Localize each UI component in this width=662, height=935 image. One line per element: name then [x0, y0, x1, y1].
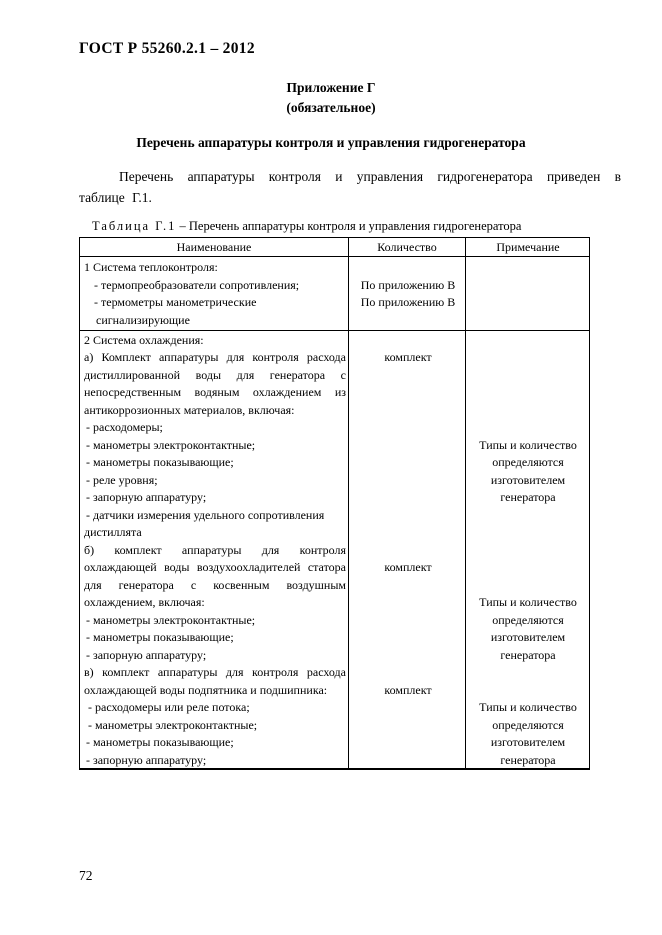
- list-item: - запорную аппаратуру;: [86, 490, 207, 504]
- quantity-cell: По приложению В: [360, 278, 456, 292]
- list-item: - реле уровня;: [86, 473, 158, 487]
- appendix-status: (обязательное): [286, 100, 376, 115]
- column-header-note: Примечание: [496, 240, 560, 254]
- list-item: - манометры электроконтактные;: [86, 613, 256, 627]
- note-cell: изготовителем: [490, 630, 566, 644]
- note-cell: генератора: [500, 648, 556, 662]
- intro-paragraph: Перечень аппаратуры контроля и управления гидрогенератора приведен в таблице Г.1.: [79, 169, 621, 205]
- text-line: охлаждающей воды воздухоохладителей статора: [84, 560, 346, 574]
- row-divider: [80, 330, 589, 331]
- note-cell: изготовителем: [490, 473, 566, 487]
- list-item: - запорную аппаратуру;: [86, 648, 207, 662]
- text-line: дистиллированной воды для генератора с: [84, 368, 346, 382]
- equipment-table: [79, 237, 590, 770]
- column-divider: [465, 238, 466, 768]
- row-heading: 2 Система охлаждения:: [84, 333, 204, 347]
- text-line: в) комплект аппаратуры для контроля расхода: [84, 665, 346, 679]
- text-line: непосредственным водяным охлаждением из: [84, 385, 346, 399]
- header-divider: [80, 256, 589, 257]
- list-item: - расходомеры или реле потока;: [88, 700, 250, 714]
- text-line: а) Комплект аппаратуры для контроля расхода: [84, 350, 346, 364]
- list-item: - манометры электроконтактные;: [88, 718, 258, 732]
- table-caption-text: – Перечень аппаратуры контроля и управления гидрогенератора: [176, 219, 522, 233]
- text-line: б) комплект аппаратуры для контроля: [84, 543, 346, 557]
- note-cell: генератора: [500, 753, 556, 767]
- list-item: - расходомеры;: [86, 420, 163, 434]
- quantity-cell: По приложению В: [360, 295, 456, 309]
- table-caption: [92, 219, 521, 234]
- text-line: охлаждающей воды подпятника и подшипника:: [84, 683, 328, 697]
- note-cell: определяются: [492, 455, 564, 469]
- list-item: - запорную аппаратуру;: [86, 753, 207, 767]
- table-caption-label: Таблица Г.1: [92, 219, 177, 233]
- note-cell: определяются: [492, 718, 564, 732]
- quantity-cell: комплект: [384, 683, 432, 697]
- note-cell: изготовителем: [490, 735, 566, 749]
- note-cell: Типы и количество: [479, 700, 577, 714]
- list-item-continued: сигнализирующие: [96, 313, 190, 327]
- text-line: дистиллята: [84, 525, 142, 539]
- list-item: - манометры показывающие;: [86, 735, 234, 749]
- note-cell: Типы и количество: [479, 595, 577, 609]
- note-cell: Типы и количество: [479, 438, 577, 452]
- list-item: - манометры показывающие;: [86, 630, 234, 644]
- document-header: ГОСТ Р 55260.2.1 – 2012: [79, 40, 255, 57]
- text-line: для генератора с косвенным воздушным: [84, 578, 346, 592]
- text-line: охлаждением, включая:: [84, 595, 205, 609]
- list-item: - манометры показывающие;: [86, 455, 234, 469]
- quantity-cell: комплект: [384, 350, 432, 364]
- list-item: - манометры электроконтактные;: [86, 438, 256, 452]
- list-item: - термопреобразователи сопротивления;: [94, 278, 300, 292]
- text-line: антикоррозионных материалов, включая:: [84, 403, 295, 417]
- quantity-cell: комплект: [384, 560, 432, 574]
- note-cell: определяются: [492, 613, 564, 627]
- section-title: Перечень аппаратуры контроля и управления гидрогенератора: [136, 135, 526, 150]
- list-item: - термометры манометрические: [94, 295, 257, 309]
- column-header-quantity: Количество: [377, 240, 437, 254]
- page-number: 72: [79, 868, 93, 883]
- note-cell: генератора: [500, 490, 556, 504]
- column-header-name: Наименование: [176, 240, 252, 254]
- row-heading: 1 Система теплоконтроля:: [84, 260, 218, 274]
- list-item: - датчики измерения удельного сопротивления: [86, 508, 325, 522]
- appendix-title: Приложение Г: [286, 80, 376, 95]
